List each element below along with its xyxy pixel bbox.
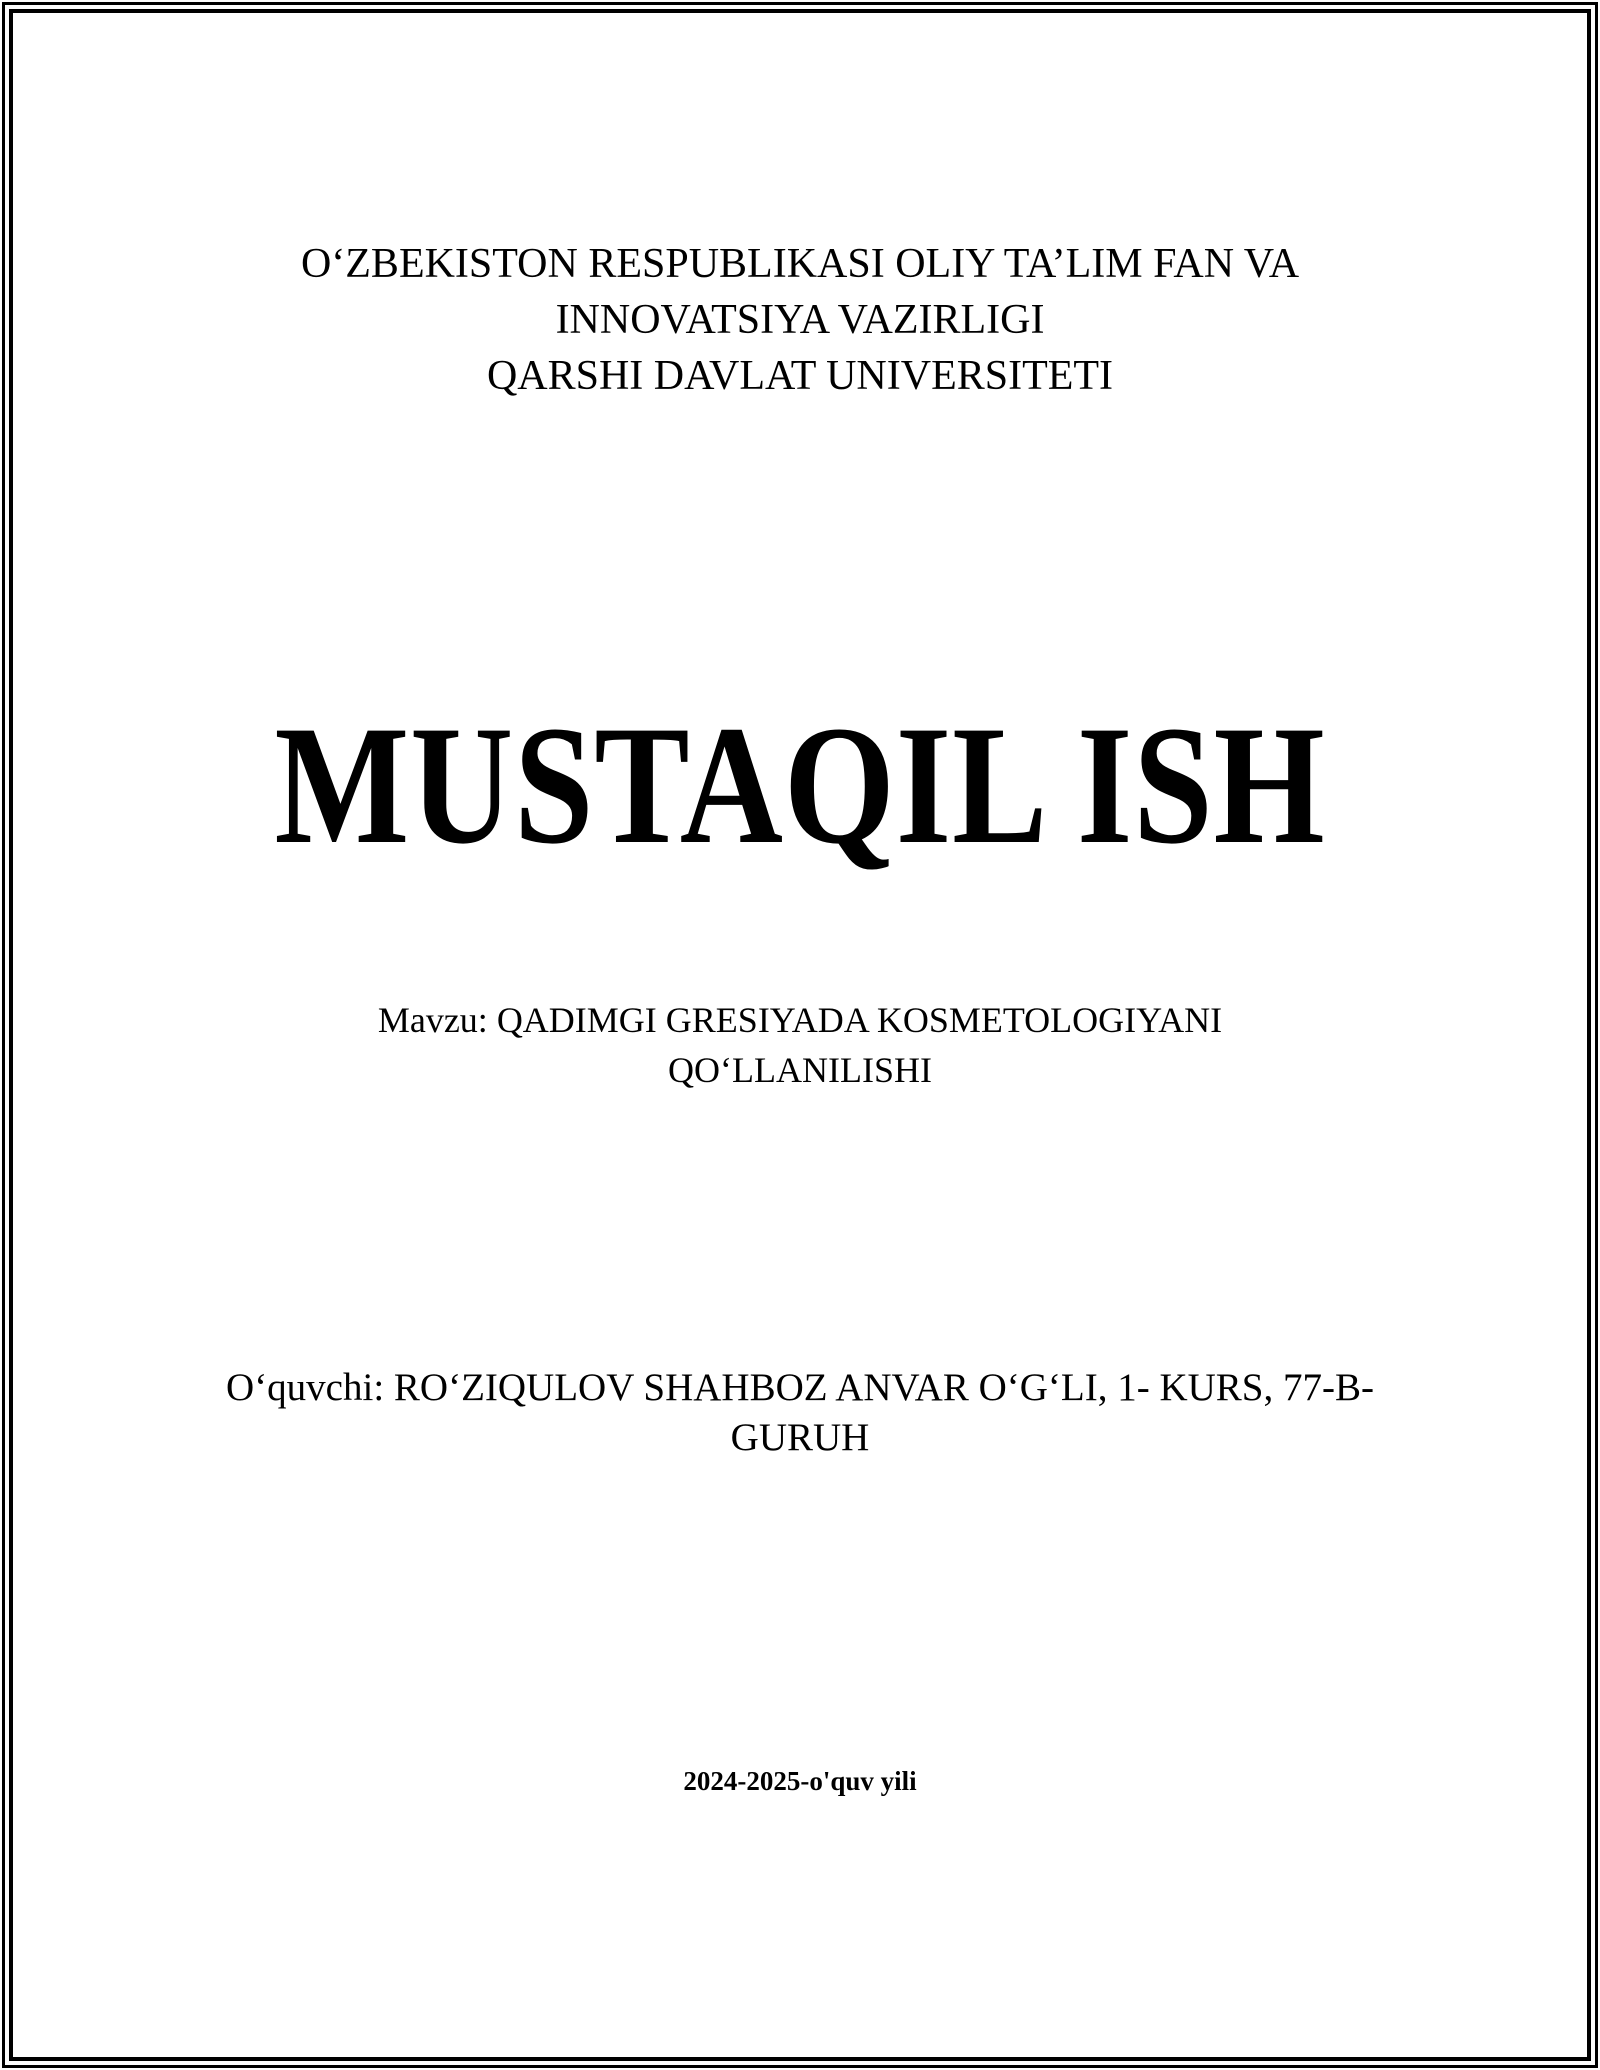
university-name: QARSHI DAVLAT UNIVERSITETI (486, 353, 1114, 399)
student-info-line2: GURUH (730, 1416, 870, 1459)
document-title: MUSTAQIL ISH (274, 691, 1326, 879)
topic-section (0, 995, 1600, 1095)
topic-line2: QO‘LLANILISHI (668, 1050, 932, 1090)
topic-line1: Mavzu: QADIMGI GRESIYADA KOSMETOLOGIYANI (377, 1000, 1223, 1040)
ministry-header-line2: INNOVATSIYA VAZIRLIGI (555, 297, 1045, 343)
ministry-header (0, 236, 1600, 404)
academic-year: 2024-2025-o'quv yili (683, 1766, 917, 1796)
student-info (0, 1363, 1600, 1463)
student-info-line1: O‘quvchi: RO‘ZIQULOV SHAHBOZ ANVAR O‘G‘LI, 1- KURS, 77-B- (226, 1366, 1374, 1409)
ministry-header-line1: O‘ZBEKISTON RESPUBLIKASI OLIY TA’LIM FAN VA (300, 241, 1300, 287)
